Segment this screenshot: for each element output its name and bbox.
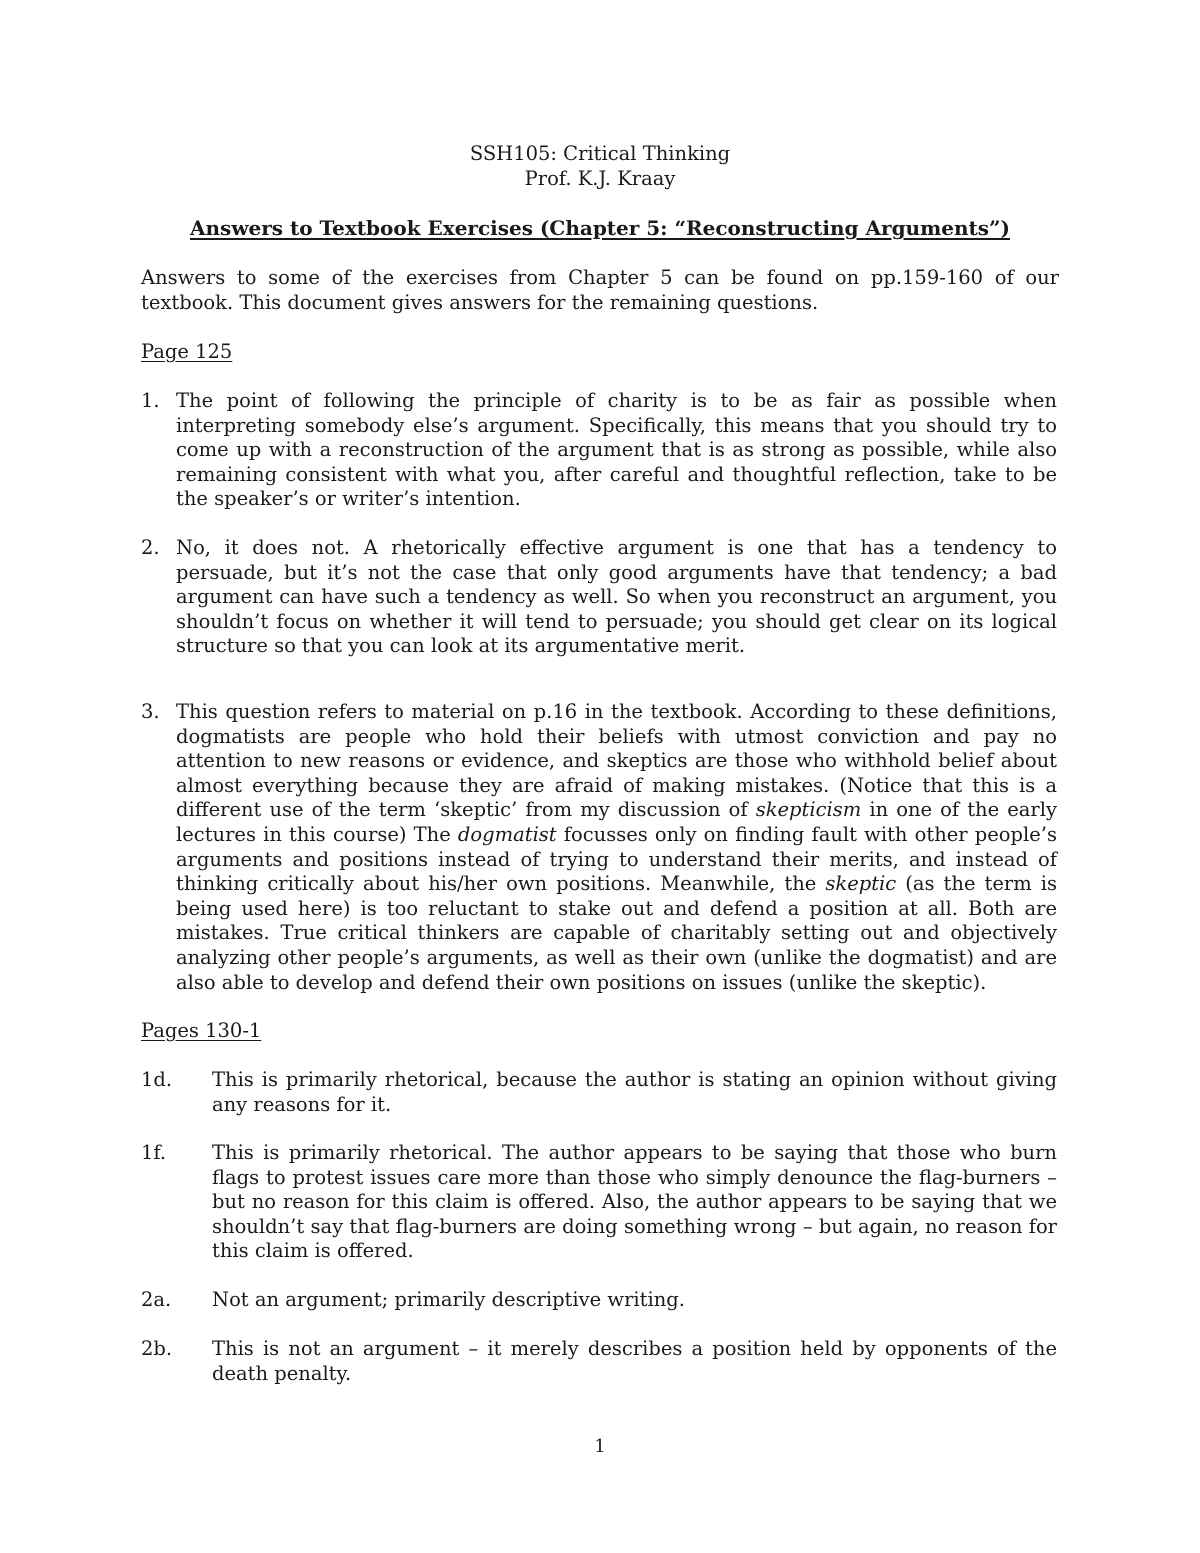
professor-name: Prof. K.J. Kraay	[524, 166, 676, 190]
item-number: 1f.	[141, 1141, 167, 1164]
text-run: in one of the early lectures in this course) The	[176, 798, 1057, 846]
text-run: focusses only on finding fault with other people’s arguments and positions instead of trying to understand their merits, and instead of thinking critically about his/her own positions. Meanwhile, the	[176, 822, 1057, 896]
text-run: (as the term is being used here) is too reluctant to stake out and defend a position at all. Both are mistakes. True critical thinkers are capable of charitably setting out and objectively analyzing other people’s arguments, as well as their own (unlike the dogmatist) and are also able to develop and defend their own positions on issues (unlike the skeptic).	[176, 872, 1057, 994]
item-number: 1.	[141, 389, 160, 412]
answer-text: No, it does not. A rhetorically effective argument is one that has a tendency to persuade, but it’s not the case that only good arguments have that tendency; a bad argument can have such a tendency as well. So when you reconstruct an argument, you shouldn’t focus on whether it will tend to persuade; you should get clear on its logical structure so that you can look at its argumentative merit.	[176, 536, 1057, 658]
answer-text: This is not an argument – it merely describes a position held by opponents of the death penalty.	[212, 1337, 1057, 1385]
item-number: 3.	[141, 700, 160, 723]
answer-text: Not an argument; primarily descriptive writing.	[212, 1288, 685, 1311]
item-number: 2.	[141, 536, 160, 559]
italic-term: dogmatist	[457, 822, 557, 846]
text-run: This question refers to material on p.16 in the textbook. According to these definitions, dogmatists are people who hold their beliefs with utmost conviction and pay no attention to new reasons or evidence, and skeptics are those who withhold belief about almost everything because they are afraid of making mistakes. (Notice that this is a different use of the term ‘skeptic’ from my discussion of	[176, 700, 1057, 822]
item-number: 1d.	[141, 1068, 173, 1091]
course-title: SSH105: Critical Thinking	[469, 142, 731, 165]
answer-text	[176, 700, 1057, 995]
italic-term: skeptic	[825, 872, 897, 896]
italic-term: skepticism	[755, 798, 862, 822]
answer-text: The point of following the principle of charity is to be as fair as possible when interpreting somebody else’s argument. Specifically, this means that you should try to come up with a reconstruction of the argument that is as strong as possible, while also remaining consistent with what you, after careful and thoughtful reflection, take to be the speaker’s or writer’s intention.	[176, 389, 1057, 511]
intro-paragraph: Answers to some of the exercises from Chapter 5 can be found on pp.159-160 of our textbook. This document gives answers for the remaining questions.	[141, 266, 1059, 314]
answer-text: This is primarily rhetorical, because the author is stating an opinion without giving any reasons for it.	[212, 1068, 1057, 1116]
section-heading-pages-130-1: Pages 130-1	[141, 1019, 262, 1042]
item-number: 2b.	[141, 1337, 173, 1360]
section-heading-page-125: Page 125	[141, 340, 233, 363]
item-number: 2a.	[141, 1288, 172, 1311]
document-header	[141, 142, 1059, 191]
page-number: 1	[594, 1436, 606, 1457]
answer-text: This is primarily rhetorical. The author appears to be saying that those who burn flags to protest issues care more than those who simply denounce the flag-burners – but no reason for this claim is offered. Also, the author appears to be saying that we shouldn’t say that flag-burners are doing something wrong – but again, no reason for this claim is offered.	[212, 1141, 1057, 1263]
document-title: Answers to Textbook Exercises (Chapter 5: “Reconstructing Arguments”)	[190, 216, 1010, 240]
